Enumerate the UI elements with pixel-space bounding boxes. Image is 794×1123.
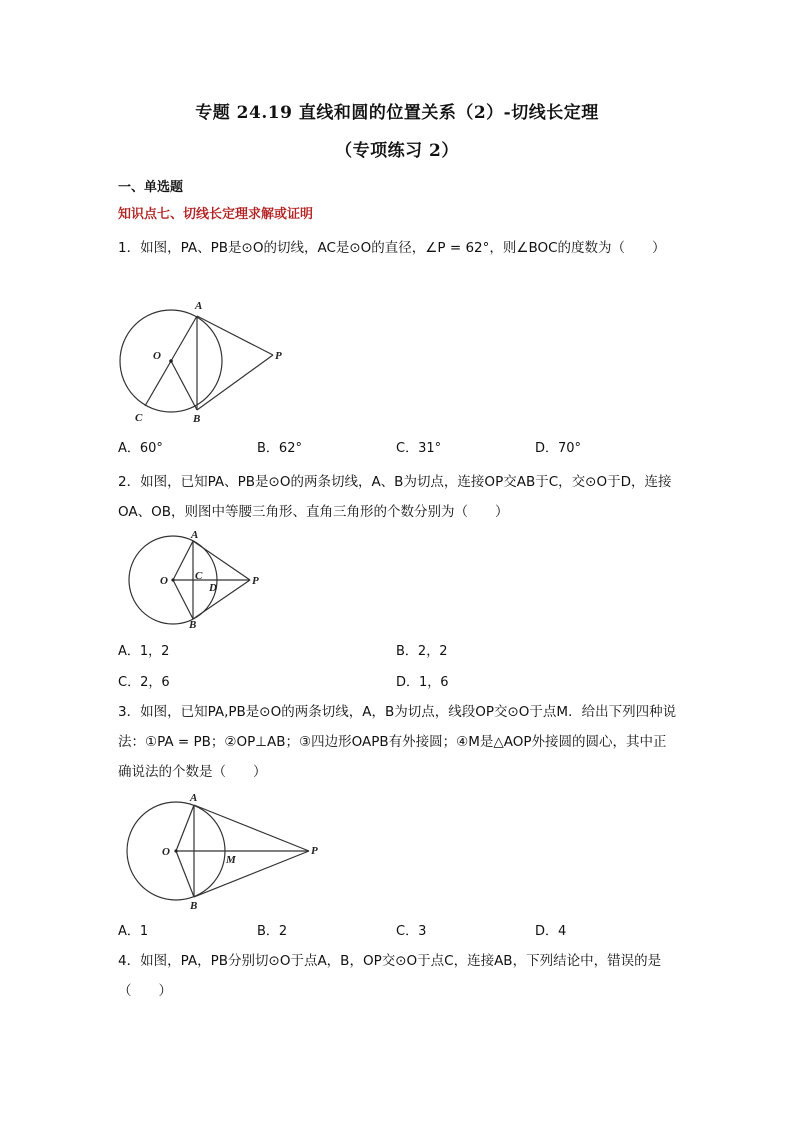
- q3-line-pa: [194, 805, 309, 851]
- q2-option-d[interactable]: D．1，6: [396, 675, 449, 690]
- question-1-figure: [115, 298, 295, 428]
- knowledge-point-heading: 知识点七、切线长定理求解或证明: [118, 207, 314, 222]
- page-title: 专题 24.19 直线和圆的位置关系（2）-切线长定理: [195, 103, 599, 123]
- q2-line-ob: [173, 580, 193, 619]
- q3-point-o: [174, 849, 177, 852]
- question-4-text: 4．如图，PA，PB分别切⊙O于点A，B，OP交⊙O于点C，连接AB，下列结论中，错误的是（ ）: [118, 953, 662, 999]
- page-subtitle: （专项练习 2）: [335, 141, 459, 161]
- q1-line-pb: [197, 355, 273, 410]
- question-2-text: 2．如图，已知PA、PB是⊙O的两条切线，A、B为切点，连接OP交AB于C，交⊙O于D，连接OA、OB，则图中等腰三角形、直角三角形的个数分别为（ ）: [118, 474, 672, 520]
- q2-option-a[interactable]: A．1，2: [118, 644, 170, 659]
- q3-label-m: M: [226, 854, 236, 866]
- q1-option-b[interactable]: B．62°: [257, 441, 302, 456]
- q1-label-p: P: [275, 350, 282, 362]
- q3-option-a[interactable]: A．1: [118, 924, 149, 939]
- q1-line-oa: [171, 316, 197, 361]
- q2-point-o: [171, 578, 174, 581]
- q1-label-b: B: [193, 413, 201, 425]
- q3-line-oa: [176, 805, 194, 851]
- q3-option-b[interactable]: B．2: [257, 924, 288, 939]
- q3-line-ob: [176, 851, 194, 897]
- q3-label-b: B: [190, 900, 198, 912]
- q2-line-pb: [193, 580, 250, 619]
- q1-line-pa: [197, 316, 273, 355]
- q1-option-a[interactable]: A．60°: [118, 441, 163, 456]
- q1-option-d[interactable]: D．70°: [535, 441, 582, 456]
- question-2-figure: [125, 528, 265, 631]
- q3-option-d[interactable]: D．4: [535, 924, 567, 939]
- q2-line-oa: [173, 541, 193, 580]
- q2-label-d: D: [209, 582, 217, 594]
- q1-line-ob: [171, 361, 197, 410]
- q3-label-a: A: [190, 792, 198, 804]
- section-heading: 一、单选题: [118, 180, 184, 195]
- q2-label-p: P: [252, 575, 259, 587]
- q2-label-o: O: [160, 575, 168, 587]
- q1-line-oc: [145, 361, 171, 406]
- question-3-figure: [122, 792, 332, 915]
- q3-label-p: P: [311, 845, 318, 857]
- question-1-text: 1．如图，PA、PB是⊙O的切线，AC是⊙O的直径，∠P = 62°，则∠BOC的度数为（ ）: [118, 240, 666, 256]
- q2-label-b: B: [189, 619, 197, 631]
- q1-option-c[interactable]: C．31°: [396, 441, 442, 456]
- q3-label-o: O: [162, 846, 170, 858]
- q2-label-c: C: [195, 570, 203, 582]
- q2-label-a: A: [191, 529, 199, 541]
- q1-point-o: [169, 359, 173, 363]
- q2-option-c[interactable]: C．2，6: [118, 675, 170, 690]
- question-3-text: 3．如图，已知PA,PB是⊙O的两条切线，A，B为切点，线段OP交⊙O于点M．给出下列四种说法：①PA = PB；②OP⊥AB；③四边形OAPB有外接圆；④M是△AOP外接圆的圆心，其中正确说法的个数是（ ）: [118, 704, 677, 780]
- q3-option-c[interactable]: C．3: [396, 924, 427, 939]
- q1-label-a: A: [195, 300, 203, 312]
- q1-label-o: O: [153, 350, 161, 362]
- q3-line-pb: [194, 851, 309, 897]
- q1-label-c: C: [135, 412, 143, 424]
- q2-option-b[interactable]: B．2，2: [396, 644, 448, 659]
